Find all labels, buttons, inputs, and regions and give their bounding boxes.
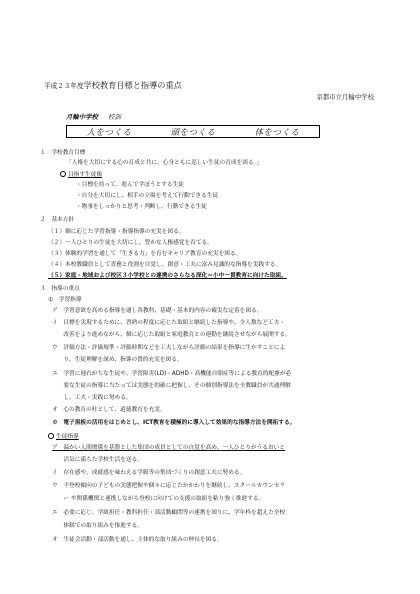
school-goal: 「人権を大切にする心の育成と共に、心身ともに逞しい生徒の育成を図る。」 [66,160,263,166]
motto-box [66,125,320,138]
motto-item: 体をつくる [254,126,300,137]
student-guidance-item: 体制での取り組みを推進する。 [52,523,143,529]
subsection-heading: ① 学習指導 [48,297,82,303]
guidance-item: ア 学習意欲を高める指導を通し各教科、基礎・基本的内容の確実な定着を図る。 [52,308,263,314]
motto-school: 月輪中学校 [66,113,98,121]
guidance-item: り、生徒理解を深め、指導の質的充実を図る。 [52,357,183,363]
student-guidance-item: 活気に満ちた学校生活を送る。 [52,457,143,463]
student-guidance-item: ウ 不登校傾向の子どもの実態把握や個々に応じたかかわりを継続し、スクールカウンセラ [52,483,286,489]
school-name: 京都市立月輪中学校 [316,93,374,101]
subsection-heading [48,433,79,441]
target-item: ・物事をしっかりと思考・判断し、行動できる生徒 [76,204,207,210]
student-guidance-item: エ 必要に応じ、学級担任・教科担任・部活動顧問等の連携を図りに、学年枠を超えた全校 [52,510,286,516]
target-heading-text: 目指す生徒像 [68,172,103,178]
guidance-item: エ 学習に遅れがちな生徒や、学習障害(LD)・ADHD・高機能自閉症等による教育的配慮が必 [52,371,292,377]
title-year: 平成２３年度 [44,82,84,90]
motto-item: 人をつくる [86,126,132,137]
student-guidance-item: イ 存在感や、成就感を味わえる学級等の集団づくりの創意工夫に努める。 [52,470,246,476]
target-item: ・自分を大切にし、相手の立場を考えて行動できる生徒 [76,193,219,199]
guidance-item: 改善をより進めながら、個に応じた取組と家庭教育との連動を継続させながら展開する。 [52,332,291,338]
guidance-item: イ 目標を実現するために、習熟の程度に応じた取組と継続した指導や、少人数など工夫・ [52,320,286,326]
subsection-heading-text: 生徒指導 [56,434,79,440]
policy-item: （３）体験的学習を通して「生きる力」を育むキャリア教育の充実を図る。 [48,251,242,257]
target-heading [60,171,102,179]
student-guidance-item: オ 生徒会活動・部活動を通し、主体的な取り組みの伸長を図る。 [52,537,223,543]
circle-bullet-icon [48,433,54,439]
document-title [44,80,182,91]
circle-bullet-icon [60,171,66,177]
guidance-item: カ 電子黒板の活用をはじめとし、ICT教育を積極的に導入して効果的な指導方法を開拓する。 [52,420,296,426]
guidance-item: オ 心の教育の柱として、道徳教育を充実。 [52,407,166,413]
motto-item: 頭をつくる [170,126,216,137]
guidance-item: 要な生徒の指導に当たっては実態を的確に把握し、その個別指導法を全教職員が共通理解 [52,383,291,389]
policy-item: （２）一人ひとりの生徒を大切にし、豊かな人権感覚を育てる。 [48,240,213,246]
policy-item: （５）家庭・地域および校区３小学校との連携のさらなる深化＝小中一貫教育に向けた取組。 [48,273,287,279]
section3-heading: ３ 指導の重点 [40,286,80,292]
motto-label-text: 校訓 [107,113,121,121]
policy-item: （１）個に応じた学習指導・指導指導の充実を図る。 [48,229,185,235]
motto-label [66,112,121,121]
guidance-item: し、工夫・実践に努める。 [52,395,132,401]
title-main: 学校教育目標と指導の重点 [83,80,182,90]
policy-item: （４）本校教職員として責務と役割を自覚し、創意・工夫に富み見識的な指導を実践する。 [48,262,282,268]
target-item: ・目標を持って、進んで学ぼうとする生徒 [76,182,184,188]
section1-heading: １ 学校教育目標 [40,150,86,156]
section2-heading: ２ 基本方針 [40,217,75,223]
guidance-item: ウ 評価方法・評価規準・評価時期などを工夫しながら評価の結果を指導に生かすことによ [52,345,286,351]
student-guidance-item: ア 温かい人間関係を基盤とした集団の成員としての自覚を高め、一人ひとりがうるおいと [52,445,285,451]
student-guidance-item: ー や関係機関と連携しながら登校に向けての支援の取組を粘り強く推進する。 [52,496,265,502]
